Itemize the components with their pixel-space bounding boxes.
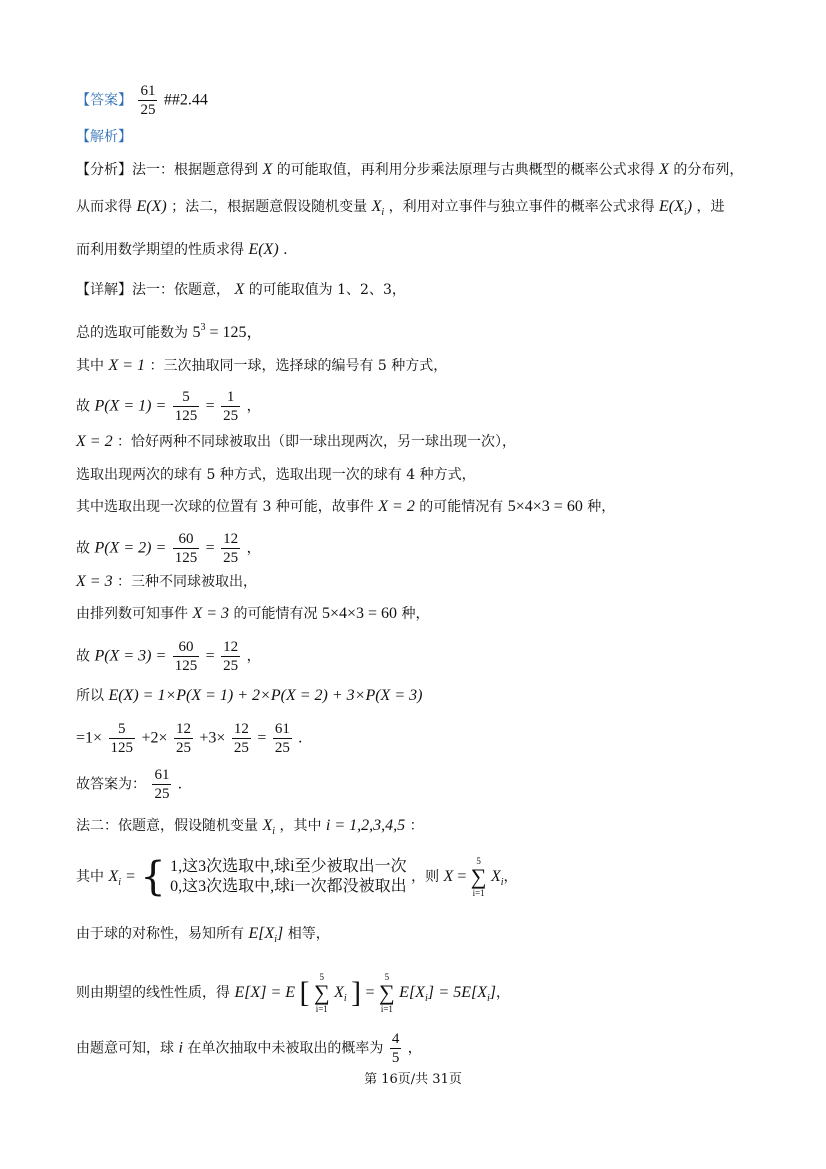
- xiangjie-line-1: 【详解】法一：依题意， X 的可能取值为 1、2、3，: [76, 281, 406, 298]
- pos-line: 其中选取出现一次球的位置有 3 种可能，故事件 X = 2 的可能情况有 5×4×3 = 60 种，: [76, 498, 616, 515]
- answer-line: [76, 82, 208, 119]
- case-definition: 其中 $X_i$ = { 1,这3次选取中,球i至少被取出一次 0,这3次选取中,球i一次都没被取出 ，则 X = 5 ∑ i=1 $X_i$，: [76, 854, 518, 900]
- xiangjie-line-3: 其中 X = 1 ：三次抽取同一球，选择球的编号有 5 种方式，: [76, 357, 448, 374]
- p3-equation: 故 P(X = 3) = $\frac{60}{125}$ = $\frac{12}{25}$ ，: [76, 639, 261, 674]
- symmetry-line: 由于球的对称性，易知所有 $E[X_i]$ 相等，: [76, 925, 330, 945]
- perm-line: 由排列数可知事件 X = 3 的可能情有况 5×4×3 = 60 种，: [76, 605, 430, 622]
- answer-label: 【答案】: [76, 92, 132, 109]
- final-answer: 故答案为： $\frac{61}{25}$ .: [76, 767, 182, 802]
- two-line: 选取出现两次的球有 5 种方式，选取出现一次的球有 4 种方式，: [76, 467, 476, 483]
- fa2-line: 法二：依题意，假设随机变量 $X_i$ ，其中 i = 1,2,3,4,5 ：: [76, 817, 424, 837]
- page-footer: 第 16页/共 31页: [364, 1072, 462, 1087]
- analysis-label: 【解析】: [76, 129, 132, 145]
- x3-line: X = 3 ：三种不同球被取出，: [76, 573, 258, 590]
- answer-alt: ##2.44: [163, 91, 208, 109]
- p2-equation: 故 P(X = 2) = $\frac{60}{125}$ = $\frac{12}{25}$ ，: [76, 531, 261, 566]
- fenxi-line-1: 【分析】法一：根据题意得到 X 的可能取值，再利用分步乘法原理与古典概型的概率公式求得 X 的分布列，: [76, 161, 744, 178]
- p1-equation: 故 P(X = 1) = $\frac{5}{125}$ = $\frac{1}{25}$ ，: [76, 389, 261, 424]
- ex-result: =1× $\frac{5}{125}$ +2× $\frac{12}{25}$ +3× $\frac{12}{25}$ = $\frac{61}{25}$ .: [76, 721, 303, 756]
- ex-line: 所以 E(X) = 1×P(X = 1) + 2×P(X = 2) + 3×P(X = 3): [76, 687, 423, 704]
- answer-fraction: $\frac{61}{25}$: [140, 83, 156, 118]
- x2-line: X = 2 ：恰好两种不同球被取出（即一球出现两次，另一球出现一次），: [76, 433, 517, 450]
- xiangjie-line-2: 总的选取可能数为 $5^3 = 125$，: [76, 322, 263, 341]
- linearity-line: 则由期望的线性性质，得 E[X] = E [ 5 ∑ i=1 $X_i$ ] = 5 ∑ i=1 $E[X_i] = 5E[X_i]$，: [76, 972, 511, 1014]
- fenxi-line-3: 而利用数学期望的性质求得 E(X) .: [76, 241, 288, 258]
- fenxi-line-2: 从而求得 E(X) ；法二，根据题意假设随机变量 $X_i$ ，利用对立事件与独立事件的概率公式求得 $E(X_i)$ ，进: [76, 198, 725, 218]
- probability-line: 由题意可知，球 i 在单次抽取中未被取出的概率为 $\frac{4}{5}$ ，: [76, 1031, 422, 1066]
